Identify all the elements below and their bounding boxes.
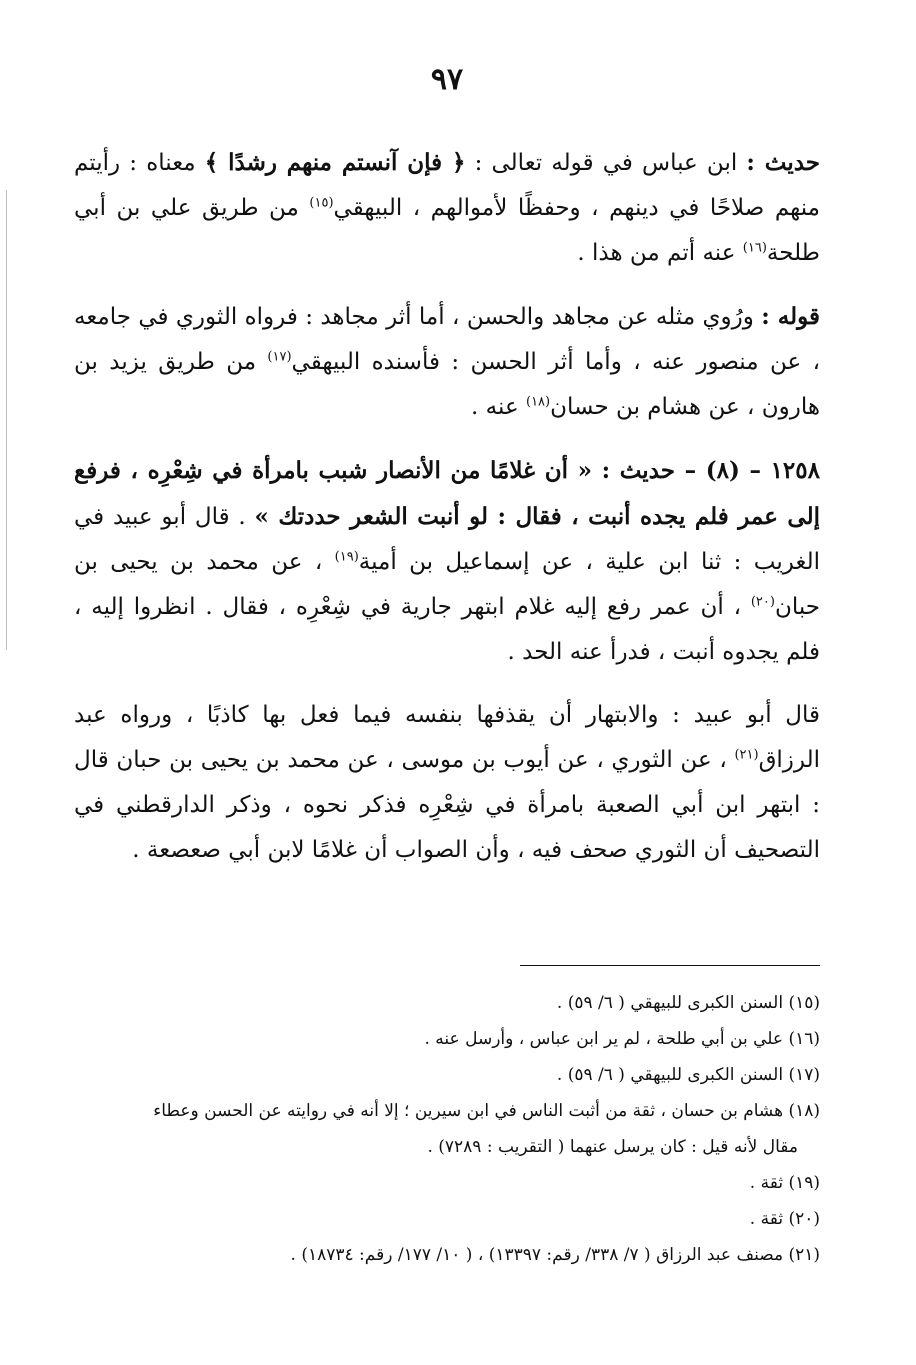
footnote-20: (٢٠) ثقة .: [749, 1209, 820, 1229]
paragraph-1-text: ابن عباس في قوله تعالى :: [465, 150, 747, 176]
paragraph-2-lead: قوله :: [761, 303, 820, 330]
paragraph-4-text: ، عن الثوري ، عن أيوب بن موسى ، عن محمد بن يحيى بن حبان قال : ابتهر ابن أبي الصعبة بامرأة في شِعْرِه فذكر نحوه ، وذكر الدارقطني في التصحيف أن الثوري صحف فيه ، وأن الصواب أن غلامًا لابن أبي صعصعة .: [74, 747, 820, 863]
footnote-16: (١٦) علي بن أبي طلحة ، لم ير ابن عباس ، وأرسل عنه .: [424, 1029, 820, 1049]
paragraph-4: [74, 693, 820, 873]
footnote-19: (١٩) ثقة .: [749, 1173, 820, 1193]
paragraph-1-text: عنه أتم من هذا .: [577, 240, 743, 266]
footnote-17: (١٧) السنن الكبرى للبيهقي ( ٦/ ٥٩) .: [556, 1065, 820, 1085]
footnote-separator: [520, 965, 820, 966]
paragraph-1-text: من طريق علي بن أبي طلحة: [74, 195, 820, 266]
paragraph-3: [74, 448, 820, 675]
footnote-ref-21[interactable]: (٢١): [734, 747, 759, 763]
paragraph-2-text: عنه .: [471, 394, 526, 420]
hadith-heading: ١٢٥٨ – (٨) – حديث : « أن غلامًا من الأنصار شبب بامرأة في شِعْرِه ، فرفع إلى عمر فلم يجده أنبت ، فقال : لو أنبت الشعر حددتك »: [74, 457, 820, 530]
scan-margin-line: [6, 190, 7, 650]
footnote-ref-17[interactable]: (١٧): [267, 349, 292, 365]
paragraph-1: [74, 140, 820, 276]
footnote-ref-20[interactable]: (٢٠): [750, 594, 775, 610]
footnote-ref-19[interactable]: (١٩): [334, 549, 359, 565]
paragraph-3-text: ، أن عمر رفع إليه غلام ابتهر جارية في شِعْرِه ، فقال . انظروا إليه ، فلم يجدوه أنبت ، فدرأ عنه الحد .: [74, 594, 820, 665]
main-text: [74, 140, 820, 891]
paragraph-2-text: ورُوي مثله عن مجاهد والحسن ، أما أثر مجاهد : فرواه الثوري في جامعه ، عن منصور عنه ، وأما أثر الحسن : فأسنده البيهقي: [74, 304, 820, 375]
footnote-18: (١٨) هشام بن حسان ، ثقة من أثبت الناس في ابن سيرين ؛ إلا أنه في روايته عن الحسن وعطاء: [153, 1101, 820, 1121]
footnote-18-continued: مقال لأنه قيل : كان يرسل عنهما ( التقريب : ٧٢٨٩) .: [427, 1137, 798, 1157]
paragraph-3-text: ، عن محمد بن يحيى بن حبان: [74, 549, 820, 620]
footnotes: [74, 985, 820, 1273]
book-page: [74, 0, 820, 1365]
paragraph-3-text: . قال أبو عبيد في الغريب : ثنا ابن علية ، عن إسماعيل بن أمية: [74, 504, 820, 575]
footnote-ref-18[interactable]: (١٨): [525, 394, 551, 410]
page-number: ٩٧: [430, 62, 464, 97]
footnote-15: (١٥) السنن الكبرى للبيهقي ( ٦/ ٥٩) .: [556, 993, 820, 1013]
paragraph-1-lead: حديث :: [746, 149, 821, 176]
quran-verse: ﴿ فإن آنستم منهم رشدًا ﴾: [204, 149, 466, 176]
footnote-ref-16[interactable]: (١٦): [742, 240, 767, 256]
paragraph-2: [74, 294, 820, 430]
footnote-21: (٢١) مصنف عبد الرزاق ( ٧/ ٣٣٨/ رقم: ١٣٣٩٧) ، ( ١٠/ ١٧٧/ رقم: ١٨٧٣٤) .: [290, 1245, 820, 1265]
paragraph-1-text: معناه : رأيتم منهم صلاحًا في دينهم ، وحفظًا لأموالهم ، البيهقي: [74, 150, 820, 221]
paragraph-2-text: من طريق يزيد بن هارون ، عن هشام بن حسان: [74, 349, 820, 420]
paragraph-4-text: قال أبو عبيد : والابتهار أن يقذفها بنفسه فيما فعل بها كاذبًا ، ورواه عبد الرزاق: [74, 702, 820, 773]
footnote-ref-15[interactable]: (١٥): [309, 195, 334, 211]
